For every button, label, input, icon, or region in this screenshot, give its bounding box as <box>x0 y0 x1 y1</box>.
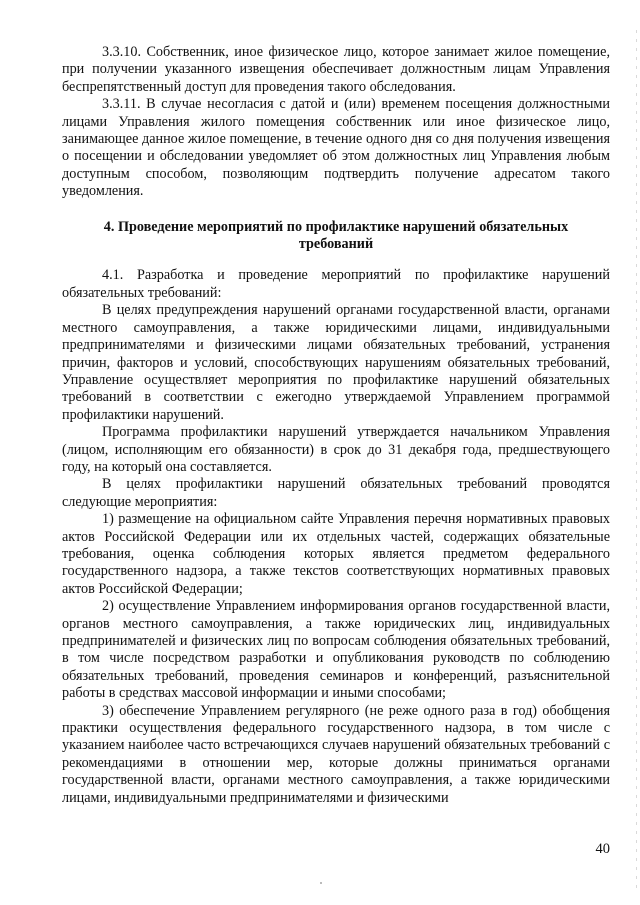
section-heading: 4. Проведение мероприятий по профилактике нарушений обязательных требований <box>103 218 569 253</box>
page-number: 40 <box>595 841 610 857</box>
scan-edge-artifact <box>636 30 637 890</box>
paragraph-prevention-goal: В целях предупреждения нарушений органами государственной власти, органами местного самоуправления, а также юридическими лицами, индивидуальными предпринимателями и физическими лицами обязательных требований, устранения причин, факторов и условий, способствующих нарушениям обязательных требований, Управление осуществляет мероприятия по профилактике нарушений обязательных требований в соответствии с ежегодно утверждаемой Управлением программой профилактики нарушений. <box>62 302 610 423</box>
paragraph-measures-intro: В целях профилактики нарушений обязательных требований проводятся следующие мероприятия: <box>62 476 610 510</box>
paragraph-4-1: 4.1. Разработка и проведение мероприятий по профилактике нарушений обязательных требований: <box>62 267 610 301</box>
main-paragraphs <box>62 267 610 807</box>
top-paragraphs <box>62 44 610 201</box>
paragraph-program-approval: Программа профилактики нарушений утверждается начальником Управления (лицом, исполняющим его обязанности) в срок до 31 декабря года, предшествующего году, на который она составляется. <box>62 424 610 475</box>
paragraph-3-3-10: 3.3.10. Собственник, иное физическое лицо, которое занимает жилое помещение, при получении указанного извещения обеспечивает должностным лицам Управления беспрепятственный доступ для проведения такого обследования. <box>62 44 610 95</box>
paragraph-3-3-11: 3.3.11. В случае несогласия с датой и (или) временем посещения должностными лицами Управления жилого помещения собственник или иное физическое лицо, занимающее данное жилое помещение, в течение одного дня со дня получения извещения о посещении и обследовании уведомляет об этом должностных лиц Управления любым доступным способом, позволяющим подтвердить получение адресатом такого уведомления. <box>62 96 610 200</box>
list-item-3: 3) обеспечение Управлением регулярного (не реже одного раза в год) обобщения практики осуществления федерального государственного надзора, в том числе с указанием наиболее часто встречающихся случаев нарушений обязательных требований с рекомендациями в отношении мер, которые должны приниматься органами государственной власти, органами местного самоуправления, а также юридическими лицами, индивидуальными предпринимателями и физическими <box>62 702 610 806</box>
list-item-2: 2) осуществление Управлением информирования органов государственной власти, органов местного самоуправления, а также юридических лиц, индивидуальных предпринимателей и физических лиц по вопросам соблюдения обязательных требований, в том числе посредством разработки и опубликования руководств по соблюдению обязательных требований, проведения семинаров и конференций, разъяснительной работы в средствах массовой информации и иными способами; <box>62 598 610 702</box>
list-item-1: 1) размещение на официальном сайте Управления перечня нормативных правовых актов Российской Федерации или их отдельных частей, содержащих обязательные требования, оценка соблюдения которых является предметом федерального государственного надзора, а также текстов соответствующих нормативных правовых актов Российской Федерации; <box>62 511 610 597</box>
scan-dot-artifact <box>320 882 322 884</box>
